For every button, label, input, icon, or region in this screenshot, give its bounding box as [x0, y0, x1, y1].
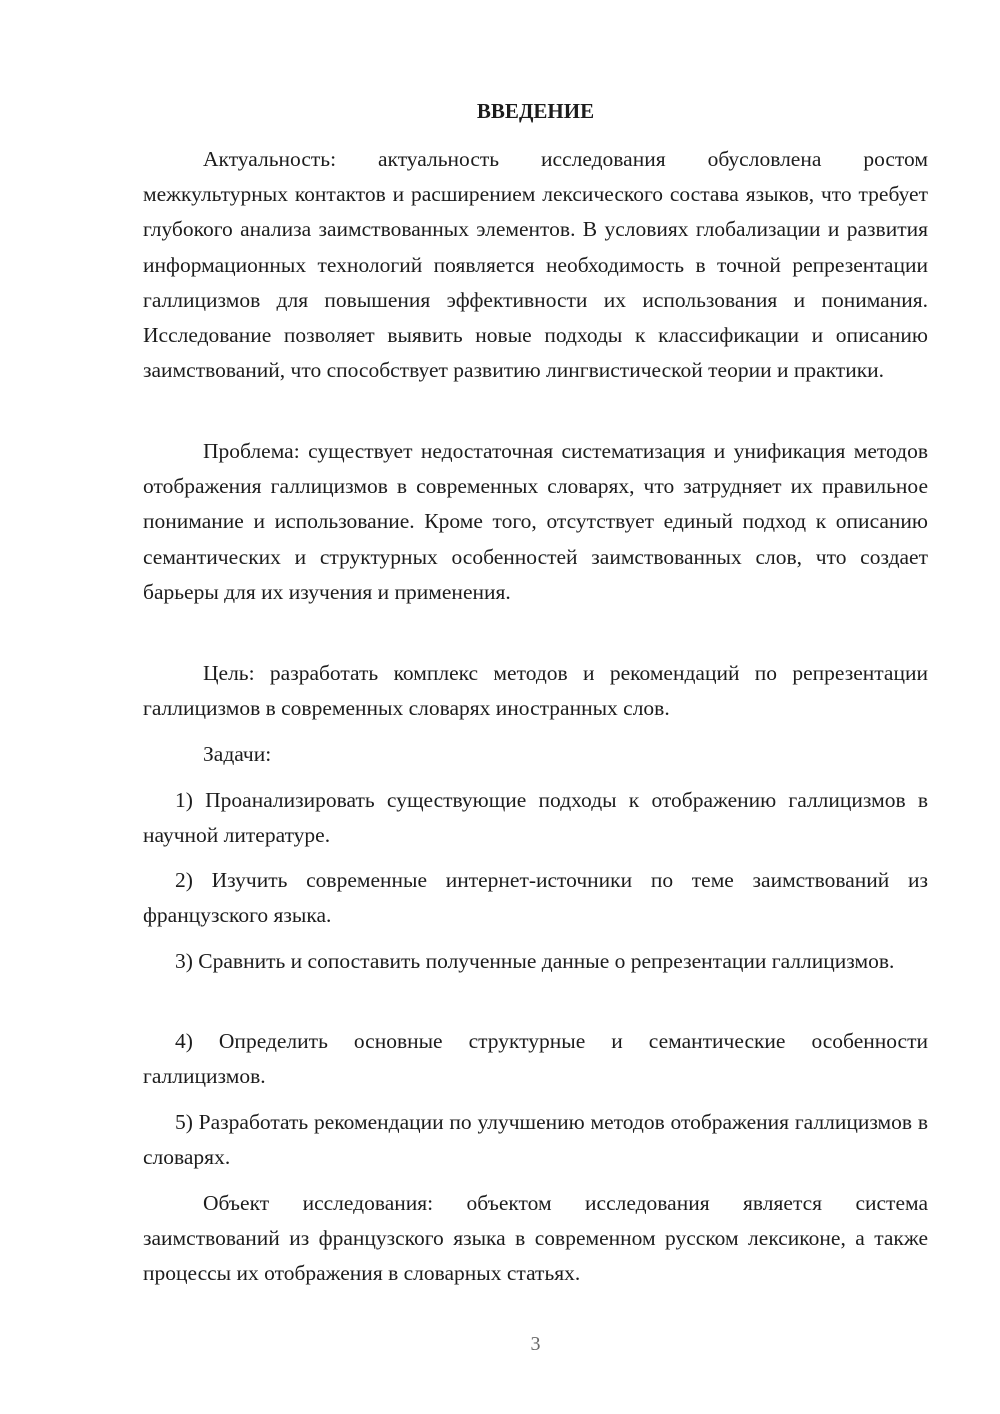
page-title: ВВЕДЕНИЕ	[476, 99, 595, 123]
document-page	[143, 0, 928, 1414]
problem-paragraph: Проблема: существует недостаточная систематизация и унификация методов отображения галлицизмов в современных словарях, что затрудняет их правильное понимание и использование. Кроме того, отсутствует единый подход к описанию семантических и структурных особенностей заимствованных слов, что создает барьеры для их изучения и применения.	[143, 439, 928, 604]
task-item-2: 2) Изучить современные интернет-источники по теме заимствований из французского языка.	[143, 868, 928, 928]
task-item-1: 1) Проанализировать существующие подходы к отображению галлицизмов в научной литературе.	[143, 788, 928, 848]
object-paragraph: Объект исследования: объектом исследования является система заимствований из французского языка в современном русском лексиконе, а также процессы их отображения в словарных статьях.	[143, 1191, 928, 1286]
task-item-4: 4) Определить основные структурные и семантические особенности галлицизмов.	[143, 1029, 928, 1089]
task-item-3: 3) Сравнить и сопоставить полученные данные о репрезентации галлицизмов.	[175, 949, 895, 973]
task-item-5: 5) Разработать рекомендации по улучшению методов отображения галлицизмов в словарях.	[143, 1110, 928, 1170]
goal-paragraph: Цель: разработать комплекс методов и рекомендаций по репрезентации галлицизмов в современных словарях иностранных слов.	[143, 661, 928, 721]
relevance-paragraph: Актуальность: актуальность исследования обусловлена ростом межкультурных контактов и расширением лексического состава языков, что требует глубокого анализа заимствованных элементов. В условиях глобализации и развития информационных технологий появляется необходимость в точной репрезентации галлицизмов для повышения эффективности их использования и понимания. Исследование позволяет выявить новые подходы к классификации и описанию заимствований, что способствует развитию лингвистической теории и практики.	[143, 147, 928, 383]
tasks-heading: Задачи:	[203, 742, 272, 766]
page-number: 3	[530, 1333, 541, 1355]
